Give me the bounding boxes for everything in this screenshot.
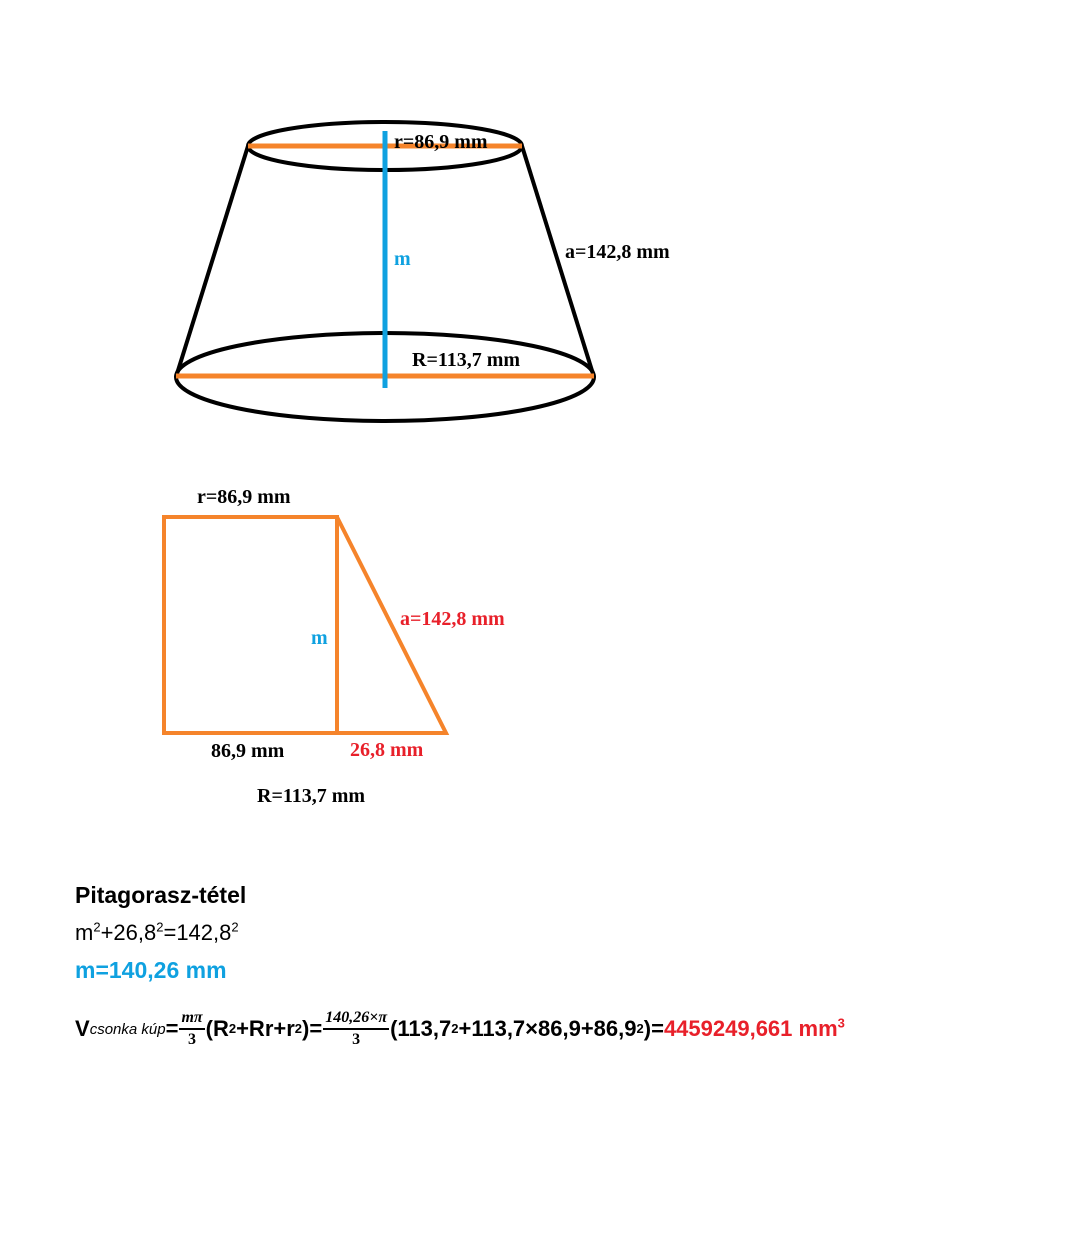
- part-n1: (113,7: [390, 1016, 452, 1041]
- eq-sq-3: 2: [231, 919, 239, 935]
- v-subscript: csonka kúp: [89, 1020, 166, 1038]
- section-base-left-label: 86,9 mm: [211, 740, 285, 762]
- part-n3: )=: [643, 1016, 664, 1041]
- eq-m: m: [75, 920, 94, 945]
- eq-sq-1: 2: [93, 919, 101, 935]
- part-Rr: +Rr+r: [236, 1016, 295, 1041]
- part-R: (R: [205, 1016, 229, 1041]
- eq-sq-2: 2: [156, 919, 164, 935]
- pythagoras-equation: [75, 920, 239, 946]
- theorem-title: Pitagorasz-tétel: [75, 882, 247, 908]
- cone-R-label: R=113,7 mm: [412, 349, 521, 371]
- fraction-m-pi-over-3: [179, 1008, 204, 1050]
- final-volume: [664, 1016, 845, 1042]
- cone-m-label: m: [394, 248, 411, 270]
- frac2-denominator: 3: [352, 1031, 361, 1048]
- eq-part-2: =142,8: [163, 920, 232, 945]
- final-exponent: 3: [837, 1015, 845, 1031]
- cone-r-label: r=86,9 mm: [394, 131, 488, 153]
- section-R-label: R=113,7 mm: [257, 785, 366, 807]
- section-r-label: r=86,9 mm: [197, 486, 291, 508]
- eq-part-1: +26,8: [100, 920, 157, 945]
- height-result: m=140,26 mm: [75, 957, 227, 983]
- cone-a-label: a=142,8 mm: [565, 241, 670, 263]
- section-base-right-label: 26,8 mm: [350, 739, 424, 761]
- part-n2: +113,7×86,9+86,9: [458, 1016, 637, 1041]
- frac1-denominator: 3: [188, 1031, 197, 1048]
- fraction-numeric-over-3: [323, 1008, 389, 1050]
- cross-section: [164, 486, 505, 807]
- truncated-cone: [176, 122, 670, 421]
- part-close: )=: [302, 1016, 323, 1041]
- section-rectangle: [164, 517, 337, 733]
- final-value: 4459249,661 mm: [663, 1016, 838, 1041]
- frac2-numerator: 140,26×π: [323, 1008, 389, 1030]
- volume-formula: V csonka kúp = $\frac{m\pi}{3}$ (R 2 +Rr+r 2 )= $\frac{140,26\times\pi}{3}$ (113,7 2 +113,7×86,9+86,9 2 )= 4459249,661 $mm^3$: [75, 1009, 845, 1048]
- frac1-numerator: mπ: [179, 1008, 204, 1030]
- section-a-label: a=142,8 mm: [400, 608, 505, 630]
- section-m-label: m: [311, 627, 328, 649]
- eq-sign: =: [165, 1016, 179, 1041]
- cone-left-side: [176, 146, 248, 377]
- v-letter: V: [75, 1016, 90, 1041]
